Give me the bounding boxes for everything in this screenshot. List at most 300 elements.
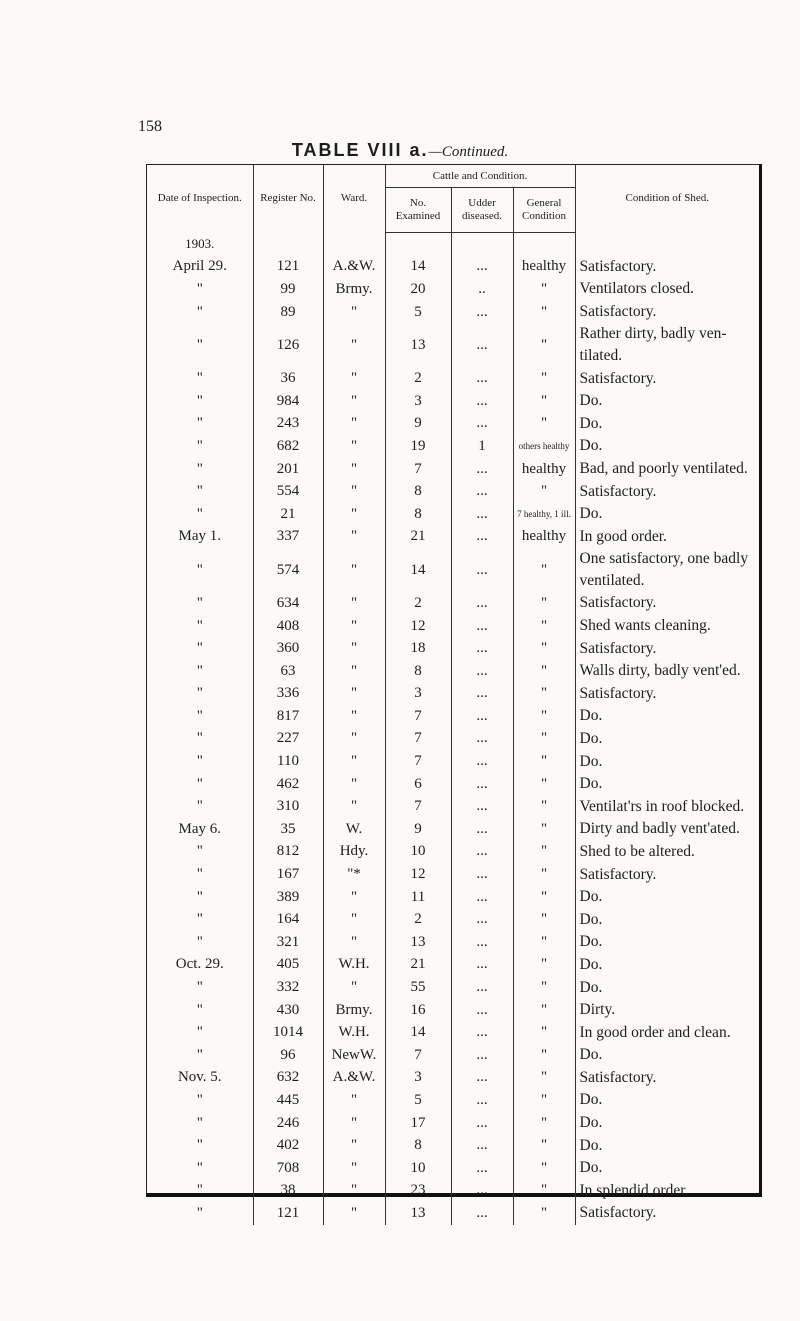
cell-date: ": [196, 1024, 203, 1041]
cell-ward: A.&W.: [323, 256, 385, 279]
title-suffix: —Continued.: [428, 144, 509, 160]
table-row: [147, 773, 759, 796]
cell-udder: ...: [451, 323, 513, 367]
cell-shed: In splendid order.: [575, 1180, 759, 1203]
cell-examined: 5: [385, 1089, 451, 1112]
cell-examined: 7: [385, 750, 451, 773]
cell-shed: Do.: [575, 908, 759, 931]
cell-register: 35: [253, 818, 323, 841]
table-row: [147, 841, 759, 864]
cell-udder: ...: [451, 1202, 513, 1225]
cell-ward: ": [323, 976, 385, 999]
cell-date: May 6.: [178, 820, 221, 837]
table-row: [147, 278, 759, 301]
cell-ward: ": [323, 435, 385, 458]
cell-register: 402: [253, 1134, 323, 1157]
cell-shed: Satisfactory.: [575, 637, 759, 660]
cell-udder: 1: [451, 435, 513, 458]
cell-date: ": [196, 1046, 203, 1063]
cell-udder: ...: [451, 1157, 513, 1180]
cell-register: 462: [253, 773, 323, 796]
cell-examined: 2: [385, 367, 451, 390]
cell-ward: ": [323, 592, 385, 615]
cell-register: 337: [253, 526, 323, 549]
cell-general: ": [513, 548, 575, 592]
cell-ward: ": [323, 323, 385, 367]
cell-ward: ": [323, 660, 385, 683]
cell-general: ": [513, 615, 575, 638]
cell-date: ": [196, 933, 203, 950]
cell-ward: ": [323, 1134, 385, 1157]
cell-general: ": [513, 1021, 575, 1044]
cell-examined: 10: [385, 841, 451, 864]
cell-udder: ...: [451, 592, 513, 615]
title-main: TABLE VIII a.: [291, 140, 429, 160]
cell-date: ": [196, 1001, 203, 1018]
cell-general: ": [513, 637, 575, 660]
cell-general: ": [513, 931, 575, 954]
cell-register: 430: [253, 999, 323, 1022]
cell-general: ": [513, 683, 575, 706]
cell-general: ": [513, 1180, 575, 1203]
table-row: [147, 413, 759, 436]
cell-general: ": [513, 750, 575, 773]
cell-shed: Bad, and poorly ventilated.: [575, 458, 759, 481]
cell-shed: Do.: [575, 931, 759, 954]
cell-examined: 7: [385, 458, 451, 481]
table-row: [147, 637, 759, 660]
cell-date: ": [196, 1114, 203, 1131]
cell-ward: ": [323, 548, 385, 592]
cell-ward: ": [323, 886, 385, 909]
cell-ward: ": [323, 795, 385, 818]
cell-register: 634: [253, 592, 323, 615]
table-row: [147, 480, 759, 503]
cell-shed: Do.: [575, 390, 759, 413]
table-row: [147, 1112, 759, 1135]
cell-register: 1014: [253, 1021, 323, 1044]
cell-udder: ...: [451, 1112, 513, 1135]
cell-udder: ...: [451, 750, 513, 773]
table-row: [147, 1021, 759, 1044]
cell-examined: 8: [385, 660, 451, 683]
header-register: Register No.: [253, 165, 323, 233]
cell-shed: Do.: [575, 413, 759, 436]
cell-examined: 23: [385, 1180, 451, 1203]
cell-general: ": [513, 592, 575, 615]
cell-udder: ...: [451, 683, 513, 706]
cell-date: May 1.: [178, 528, 221, 545]
cell-examined: 8: [385, 1134, 451, 1157]
cell-examined: 13: [385, 323, 451, 367]
table-row: [147, 390, 759, 413]
cell-shed: Dirty and badly vent'ated.: [575, 818, 759, 841]
cell-general: ": [513, 1089, 575, 1112]
page-number: 158: [138, 118, 162, 135]
table-row: [147, 323, 759, 367]
cell-date: ": [196, 707, 203, 724]
cell-examined: 14: [385, 548, 451, 592]
cell-examined: 11: [385, 886, 451, 909]
cell-date: ": [196, 1204, 203, 1221]
cell-date: ": [196, 640, 203, 657]
cell-ward: ": [323, 1112, 385, 1135]
cell-general: ": [513, 1112, 575, 1135]
cell-date: April 29.: [172, 258, 227, 275]
cell-shed: Walls dirty, badly vent'ed.: [575, 660, 759, 683]
cell-register: 201: [253, 458, 323, 481]
cell-udder: ...: [451, 1021, 513, 1044]
table-row: [147, 931, 759, 954]
cell-shed: Satisfactory.: [575, 1067, 759, 1090]
year-row: [147, 233, 759, 256]
table-row: [147, 999, 759, 1022]
table-row: [147, 1202, 759, 1225]
cell-udder: ...: [451, 863, 513, 886]
table-row: [147, 301, 759, 324]
cell-general: ": [513, 367, 575, 390]
table-row: [147, 1044, 759, 1067]
cell-ward: ": [323, 480, 385, 503]
cell-shed: Satisfactory.: [575, 863, 759, 886]
table-row: [147, 886, 759, 909]
cell-shed: Ventilat'rs in roof blocked.: [575, 795, 759, 818]
cell-ward: ": [323, 931, 385, 954]
cell-examined: 14: [385, 1021, 451, 1044]
cell-general: healthy: [513, 256, 575, 279]
cell-udder: ...: [451, 503, 513, 526]
cell-general: ": [513, 1044, 575, 1067]
cell-date: ": [196, 1159, 203, 1176]
cell-shed: Satisfactory.: [575, 592, 759, 615]
cell-date: ": [196, 437, 203, 454]
table-row: [147, 1067, 759, 1090]
cell-udder: ...: [451, 1180, 513, 1203]
cell-general: ": [513, 660, 575, 683]
cell-ward: ": [323, 908, 385, 931]
cell-ward: NewW.: [323, 1044, 385, 1067]
cell-date: ": [196, 1137, 203, 1154]
cell-shed: Rather dirty, badly ven- tilated.: [575, 323, 759, 367]
cell-ward: ": [323, 637, 385, 660]
cell-udder: ...: [451, 548, 513, 592]
table-row: [147, 976, 759, 999]
cell-shed: Satisfactory.: [575, 1202, 759, 1225]
cell-ward: ": [323, 1202, 385, 1225]
cell-ward: A.&W.: [323, 1067, 385, 1090]
cell-shed: Do.: [575, 1134, 759, 1157]
table-row: [147, 863, 759, 886]
cell-ward: W.H.: [323, 1021, 385, 1044]
cell-general: ": [513, 773, 575, 796]
cell-examined: 55: [385, 976, 451, 999]
cell-ward: ": [323, 413, 385, 436]
cell-examined: 7: [385, 1044, 451, 1067]
cell-general: ": [513, 976, 575, 999]
cell-examined: 13: [385, 931, 451, 954]
cell-register: 336: [253, 683, 323, 706]
header-examined: No. Examined: [385, 188, 451, 233]
cell-general: ": [513, 1157, 575, 1180]
cell-shed: In good order and clean.: [575, 1021, 759, 1044]
cell-shed: Satisfactory.: [575, 367, 759, 390]
cell-examined: 3: [385, 390, 451, 413]
cell-ward: ": [323, 1180, 385, 1203]
table-row: [147, 458, 759, 481]
cell-general: ": [513, 886, 575, 909]
cell-register: 38: [253, 1180, 323, 1203]
cell-udder: ...: [451, 705, 513, 728]
cell-udder: ...: [451, 615, 513, 638]
cell-date: Nov. 5.: [177, 1069, 222, 1086]
cell-register: 682: [253, 435, 323, 458]
cell-general: ": [513, 795, 575, 818]
cell-general: ": [513, 390, 575, 413]
cell-general: ": [513, 1134, 575, 1157]
cell-ward: W.H.: [323, 954, 385, 977]
cell-shed: Ventilators closed.: [575, 278, 759, 301]
cell-date: ": [196, 979, 203, 996]
cell-register: 121: [253, 256, 323, 279]
table-row: [147, 683, 759, 706]
cell-examined: 12: [385, 615, 451, 638]
cell-shed: Do.: [575, 1089, 759, 1112]
cell-register: 332: [253, 976, 323, 999]
cell-register: 110: [253, 750, 323, 773]
cell-shed: Satisfactory.: [575, 683, 759, 706]
header-shed: Condition of Shed.: [575, 165, 759, 233]
cell-register: 164: [253, 908, 323, 931]
cell-date: ": [196, 1182, 203, 1199]
cell-udder: ...: [451, 480, 513, 503]
cell-register: 96: [253, 1044, 323, 1067]
cell-ward: "*: [323, 863, 385, 886]
cell-register: 812: [253, 841, 323, 864]
cell-register: 574: [253, 548, 323, 592]
cell-ward: ": [323, 526, 385, 549]
cell-date: ": [196, 303, 203, 320]
header-udder: Udder diseased.: [451, 188, 513, 233]
table-row: [147, 908, 759, 931]
cell-general: ": [513, 954, 575, 977]
table-row: [147, 728, 759, 751]
cell-date: ": [196, 280, 203, 297]
cell-register: 21: [253, 503, 323, 526]
cell-examined: 8: [385, 480, 451, 503]
cell-shed: Satisfactory.: [575, 480, 759, 503]
cell-udder: ..: [451, 278, 513, 301]
cell-general: ": [513, 863, 575, 886]
table-row: [147, 818, 759, 841]
cell-date: ": [196, 460, 203, 477]
cell-general: ": [513, 301, 575, 324]
cell-udder: ...: [451, 999, 513, 1022]
cell-general: ": [513, 323, 575, 367]
cell-examined: 12: [385, 863, 451, 886]
cell-udder: ...: [451, 1134, 513, 1157]
cell-examined: 5: [385, 301, 451, 324]
year-label: 1903.: [185, 236, 215, 252]
cell-udder: ...: [451, 1067, 513, 1090]
cell-date: Oct. 29.: [175, 956, 224, 973]
cell-date: ": [196, 662, 203, 679]
cell-shed: Do.: [575, 1112, 759, 1135]
cell-date: ": [196, 370, 203, 387]
table-row: [147, 435, 759, 458]
table-row: [147, 1134, 759, 1157]
cell-general: ": [513, 728, 575, 751]
cell-general: ": [513, 999, 575, 1022]
cell-ward: W.: [323, 818, 385, 841]
cell-shed: Do.: [575, 503, 759, 526]
cell-date: ": [196, 505, 203, 522]
cell-register: 89: [253, 301, 323, 324]
cell-udder: ...: [451, 413, 513, 436]
cell-shed: Do.: [575, 435, 759, 458]
cell-register: 408: [253, 615, 323, 638]
cell-general: ": [513, 1067, 575, 1090]
cell-register: 99: [253, 278, 323, 301]
cell-ward: Hdy.: [323, 841, 385, 864]
cell-udder: ...: [451, 458, 513, 481]
cell-udder: ...: [451, 390, 513, 413]
cell-general: ": [513, 413, 575, 436]
table-row: [147, 750, 759, 773]
cell-general: healthy: [513, 458, 575, 481]
cell-register: 445: [253, 1089, 323, 1112]
cell-examined: 3: [385, 1067, 451, 1090]
cell-examined: 6: [385, 773, 451, 796]
cell-udder: ...: [451, 1089, 513, 1112]
cell-register: 632: [253, 1067, 323, 1090]
cell-shed: Shed to be altered.: [575, 841, 759, 864]
table-row: [147, 503, 759, 526]
cell-examined: 7: [385, 705, 451, 728]
cell-register: 167: [253, 863, 323, 886]
table-row: [147, 526, 759, 549]
cell-register: 405: [253, 954, 323, 977]
table-row: [147, 954, 759, 977]
cell-ward: ": [323, 615, 385, 638]
cell-udder: ...: [451, 795, 513, 818]
cell-register: 708: [253, 1157, 323, 1180]
cell-general: ": [513, 480, 575, 503]
cell-udder: ...: [451, 841, 513, 864]
cell-examined: 20: [385, 278, 451, 301]
cell-register: 984: [253, 390, 323, 413]
cell-examined: 10: [385, 1157, 451, 1180]
cell-shed: Satisfactory.: [575, 256, 759, 279]
cell-register: 360: [253, 637, 323, 660]
cell-udder: ...: [451, 1044, 513, 1067]
cell-shed: Do.: [575, 728, 759, 751]
cell-register: 121: [253, 1202, 323, 1225]
cell-examined: 7: [385, 795, 451, 818]
cell-general: ": [513, 705, 575, 728]
cell-udder: ...: [451, 931, 513, 954]
cell-udder: ...: [451, 367, 513, 390]
cell-register: 227: [253, 728, 323, 751]
table-row: [147, 1157, 759, 1180]
cell-shed: One satisfactory, one badly ventilated.: [575, 548, 759, 592]
cell-examined: 18: [385, 637, 451, 660]
table-row: [147, 548, 759, 592]
cell-register: 63: [253, 660, 323, 683]
cell-examined: 9: [385, 818, 451, 841]
cell-udder: ...: [451, 818, 513, 841]
cell-shed: Do.: [575, 750, 759, 773]
cell-date: ": [196, 392, 203, 409]
header-ward: Ward.: [323, 165, 385, 233]
cell-examined: 2: [385, 592, 451, 615]
cell-register: 243: [253, 413, 323, 436]
cell-general: ": [513, 841, 575, 864]
cell-general: 7 healthy, 1 ill.: [513, 503, 575, 526]
cell-general: ": [513, 908, 575, 931]
cell-date: ": [196, 336, 203, 353]
cell-ward: ": [323, 458, 385, 481]
cell-examined: 14: [385, 256, 451, 279]
table-title: [0, 140, 800, 161]
table-row: [147, 615, 759, 638]
cell-register: 554: [253, 480, 323, 503]
cell-date: ": [196, 685, 203, 702]
cell-ward: ": [323, 390, 385, 413]
cell-register: 817: [253, 705, 323, 728]
cell-ward: ": [323, 705, 385, 728]
cell-date: ": [196, 730, 203, 747]
cell-date: ": [196, 888, 203, 905]
cell-examined: 13: [385, 1202, 451, 1225]
cell-shed: Do.: [575, 705, 759, 728]
table-row: [147, 256, 759, 279]
cell-examined: 3: [385, 683, 451, 706]
cell-shed: In good order.: [575, 526, 759, 549]
cell-examined: 7: [385, 728, 451, 751]
cell-register: 246: [253, 1112, 323, 1135]
table-row: [147, 705, 759, 728]
cell-general: healthy: [513, 526, 575, 549]
cell-shed: Shed wants cleaning.: [575, 615, 759, 638]
cell-udder: ...: [451, 908, 513, 931]
cell-date: ": [196, 561, 203, 578]
header-cattle-group: Cattle and Condition.: [385, 165, 575, 188]
cell-ward: ": [323, 1089, 385, 1112]
cell-register: 36: [253, 367, 323, 390]
table-row: [147, 795, 759, 818]
cell-ward: ": [323, 750, 385, 773]
cell-examined: 21: [385, 526, 451, 549]
cell-examined: 8: [385, 503, 451, 526]
cell-ward: Brmy.: [323, 278, 385, 301]
cell-general: others healthy: [513, 435, 575, 458]
cell-shed: Do.: [575, 976, 759, 999]
cell-date: ": [196, 866, 203, 883]
cell-date: ": [196, 617, 203, 634]
cell-examined: 9: [385, 413, 451, 436]
cell-examined: 16: [385, 999, 451, 1022]
cell-date: ": [196, 1091, 203, 1108]
cell-shed: Do.: [575, 886, 759, 909]
cell-date: ": [196, 753, 203, 770]
cell-register: 126: [253, 323, 323, 367]
cell-udder: ...: [451, 256, 513, 279]
cell-shed: Do.: [575, 773, 759, 796]
cell-ward: ": [323, 503, 385, 526]
cell-udder: ...: [451, 773, 513, 796]
cell-register: 389: [253, 886, 323, 909]
cell-date: ": [196, 483, 203, 500]
